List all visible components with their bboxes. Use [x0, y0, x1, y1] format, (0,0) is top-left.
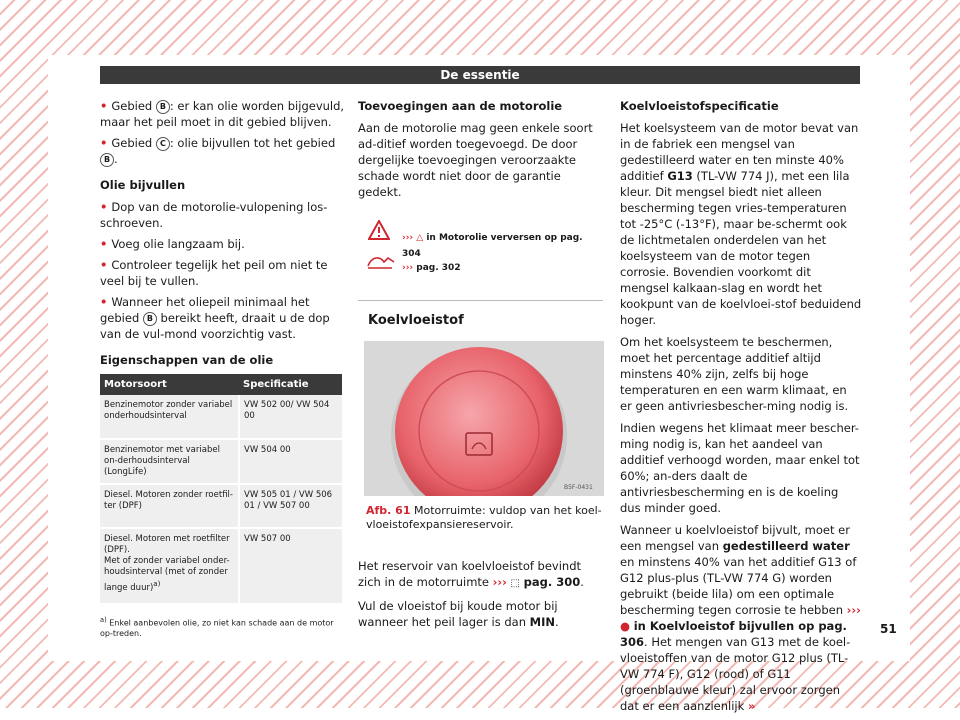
warning-box	[358, 216, 603, 282]
table-header: Specificatie	[239, 374, 342, 395]
spec-paragraph: Indien wegens het klimaat meer bescher-ming nodig is, kan het aandeel van additief verhoogd worden, maar enkel tot 60%; an-ders daalt de antivriesbescherming en is de koeling dus minder goed.	[620, 421, 860, 515]
table-header: Motorsoort	[100, 374, 239, 395]
paragraph-text: . Het mengen van G13 met de koel-vloeistoffen van de motor G12 plus (TL-VW 774 F), G12 (rood) of G11 (groenblauwe kleur) zal ervoor zorgen dat er een aanzienlijk	[620, 635, 851, 713]
continue-arrow-icon: »	[747, 699, 756, 713]
warning-link-text: in Motorolie verversen op pag. 304	[402, 233, 583, 259]
step-text: Dop van de motorolie-vulopening los-schroeven.	[100, 200, 328, 230]
refill-paragraph: Vul de vloeistof bij koude motor bij wanneer het peil lager is dan MIN.	[358, 599, 559, 629]
info-icon: ●	[620, 619, 631, 633]
paragraph-text: Het koelsysteem van de motor bevat van in de fabriek een mengsel van gedestilleerd water en ten minste 40% additief	[620, 121, 859, 183]
bullet-dot: •	[100, 99, 108, 113]
additive-name: G13	[667, 169, 693, 183]
table-cell: VW 507 00	[239, 528, 342, 604]
bullet-dot: •	[100, 295, 108, 309]
table-cell: VW 505 01 / VW 506 01 / VW 507 00	[239, 484, 342, 528]
table-cell: Benzinemotor zonder variabel onderhoudsinterval	[100, 395, 239, 439]
table-row	[100, 395, 342, 439]
area-marker-b: B	[156, 100, 170, 114]
area-marker-b: B	[100, 153, 114, 167]
spec-paragraph	[620, 522, 862, 714]
paragraph-text: en minstens 40% van het additief G13 of G12 plus-plus (TL-VW 774 G) worden gebruikt (beide lila) om een optimale bescherming tegen corrosie te hebben	[620, 555, 857, 617]
coolant-location-paragraph: Het reservoir van koelvloeistof bevindt zich in de motorruimte ››› ⬚ pag. 300.	[358, 559, 584, 589]
table-cell: VW 504 00	[239, 439, 342, 484]
oil-properties-heading: Eigenschappen van de olie	[100, 353, 274, 367]
page-number: 51	[880, 622, 897, 636]
warning-reference[interactable]	[402, 230, 603, 262]
bullet-text: Gebied	[111, 136, 156, 150]
chevron-icon: ›››	[846, 603, 861, 617]
oil-step	[100, 236, 345, 252]
mini-warning-icon: △	[416, 233, 424, 243]
bullet-dot: •	[100, 258, 108, 272]
figure-code: B5F-0431	[564, 484, 593, 491]
oil-step	[100, 257, 345, 289]
oil-step	[100, 294, 345, 342]
oil-step	[100, 199, 345, 231]
table-row	[100, 528, 342, 604]
bullet-dot: •	[100, 237, 108, 251]
figure-label: Afb. 61	[366, 504, 411, 517]
footnote	[100, 615, 345, 639]
step-text: bereikt heeft, draait u de dop van de vul-mond voorzichtig vast.	[100, 311, 330, 341]
spec-paragraph: Om het koelsysteem te beschermen, moet het percentage additief altijd minstens 40% zijn, zelfs bij hoge temperaturen en een warm klimaat, en er geen antivriesbescher-ming nodig is.	[620, 335, 849, 413]
area-marker-b: B	[143, 312, 157, 326]
page-link[interactable]: in Koelvloeistof bijvullen op pag. 306	[620, 619, 847, 649]
paragraph-text: Vul de vloeistof bij koude motor bij wanneer het peil lager is dan	[358, 599, 558, 629]
footnote-mark: a)	[100, 616, 107, 624]
footnote-text: Enkel aanbevolen olie, zo niet kan schade aan de motor op-treden.	[100, 618, 334, 638]
spec-paragraph	[620, 120, 862, 328]
environment-note-icon	[366, 252, 396, 272]
coolant-cap-illustration	[364, 341, 604, 496]
area-marker-c: C	[156, 137, 170, 151]
bullet-dot: •	[100, 200, 108, 214]
additives-heading: Toevoegingen aan de motorolie	[358, 99, 563, 113]
page-link[interactable]: pag. 300	[523, 575, 581, 589]
footnote-ref: a)	[153, 579, 161, 588]
table-cell: Diesel. Motoren zonder roetfil-ter (DPF)	[100, 484, 239, 528]
coolant-spec-heading: Koelvloeistofspecificatie	[620, 99, 779, 113]
column-right	[620, 98, 862, 720]
table-header-row	[100, 374, 342, 395]
column-middle	[358, 98, 603, 636]
additives-paragraph: Aan de motorolie mag geen enkele soort ad-ditief worden toegevoegd. De door dergelijke toevoegingen veroorzaakte schade wordt niet door de garantie gedekt.	[358, 121, 593, 199]
oil-properties-table	[100, 374, 342, 605]
chevron-icon: ›››	[402, 233, 414, 243]
note-link-text: pag. 302	[416, 263, 461, 273]
page-ref-icon: ⬚	[510, 578, 520, 589]
figure-caption	[366, 504, 603, 532]
coolant-section	[358, 300, 603, 532]
bullet-text: : er kan olie worden bijgevuld, maar het peil moet in dit gebied blijven.	[100, 99, 345, 129]
step-text: Controleer tegelijk het peil om niet te veel bij te vullen.	[100, 258, 328, 288]
paragraph-text: (TL-VW 774 J), met een lila kleur. Dit mengsel biedt niet alleen bescherming tegen vries-temperaturen tot -25°C (-13°F), maar be-schermt ook de lichtmetalen onderdelen van het koelsysteem van de motor tegen corrosie. Bovendien voorkomt dit mengsel kalkaan-slag en wordt het kookpunt van de koelvloei-stof beduidend hoger.	[620, 169, 862, 327]
bullet-dot: •	[100, 136, 108, 150]
cell-text: Diesel. Motoren met roetfilter (DPF). Met of zonder variabel onder-houdsinterval (met of zonder lange duur)	[104, 534, 230, 593]
column-left	[100, 98, 345, 639]
min-marker: MIN	[529, 615, 556, 629]
table-cell: Benzinemotor met variabel on-derhoudsinterval (LongLife)	[100, 439, 239, 484]
bold-text: gedestilleerd water	[722, 539, 850, 553]
table-cell: VW 502 00/ VW 504 00	[239, 395, 342, 439]
table-cell	[100, 528, 239, 604]
oil-refill-heading: Olie bijvullen	[100, 178, 186, 192]
bullet-text: .	[114, 152, 118, 166]
bullet-text: : olie bijvullen tot het gebied	[169, 136, 336, 150]
coolant-section-title: Koelvloeistof	[368, 313, 464, 328]
chevron-icon: ›››	[402, 263, 414, 273]
warning-triangle-icon	[368, 220, 390, 240]
step-text: Wanneer het oliepeil minimaal het gebied	[100, 295, 310, 325]
bullet-area-c	[100, 135, 345, 167]
chevron-icon: ›››	[492, 575, 507, 589]
figure-caption-text: Motorruimte: vuldop van het koel-vloeistofexpansiereservoir.	[366, 504, 602, 531]
table-row	[100, 439, 342, 484]
coolant-cap-figure	[364, 341, 604, 496]
step-text: Voeg olie langzaam bij.	[111, 237, 245, 251]
note-reference[interactable]	[402, 260, 461, 276]
paragraph-text: Het reservoir van koelvloeistof bevindt zich in de motorruimte	[358, 559, 582, 589]
paragraph-text: Wanneer u koelvloeistof bijvult, moet er een mengsel van	[620, 523, 850, 553]
bullet-area-b	[100, 98, 345, 130]
bullet-text: Gebied	[111, 99, 156, 113]
table-row	[100, 484, 342, 528]
page-header: De essentie	[100, 66, 860, 84]
